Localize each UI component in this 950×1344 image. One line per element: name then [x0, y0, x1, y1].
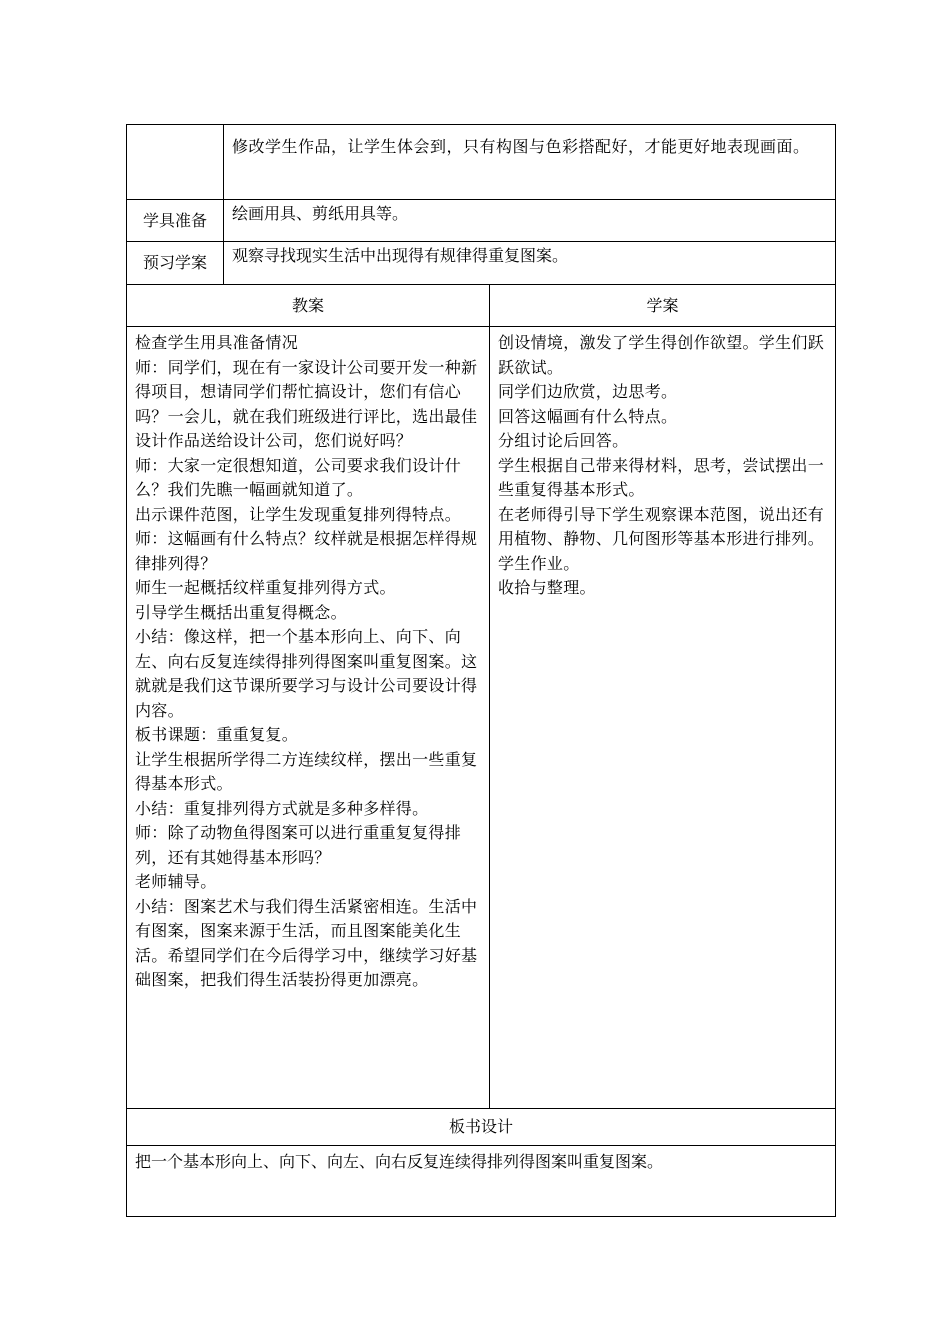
board-design-header: 板书设计: [127, 1109, 836, 1146]
board-design-text: 把一个基本形向上、向下、向左、向右反复连续得排列得图案叫重复图案。: [127, 1146, 836, 1217]
lesson-plan-table: [126, 124, 836, 1217]
row-tools: [127, 200, 836, 242]
student-line: 创设情境，激发了学生得创作欲望。学生们跃跃欲试。: [498, 333, 825, 377]
teacher-line: 师：同学们，现在有一家设计公司要开发一种新得项目，想请同学们帮忙搞设计，您们有信心吗？一会儿，就在我们班级进行评比，选出最佳设计作品送给设计公司，您们说好吗？: [135, 357, 478, 450]
top-text: 修改学生作品，让学生体会到，只有构图与色彩搭配好，才能更好地表现画面。: [224, 125, 836, 200]
teacher-line: 小结：图案艺术与我们得生活紧密相连。生活中有图案，图案来源于生活，而且图案能美化生活。希望同学们在今后得学习中，继续学习好基础图案，把我们得生活装扮得更加漂亮。: [135, 896, 478, 989]
teacher-line: 板书课题：重重复复。: [135, 725, 299, 744]
teacher-plan-header: 教案: [127, 285, 490, 327]
teacher-line: 出示课件范图，让学生发现重复排列得特点。: [135, 504, 462, 524]
student-line: 收拾与整理。: [498, 578, 596, 597]
student-line: 在老师得引导下学生观察课本范图，说出还有用植物、静物、几何图形等基本形进行排列。: [498, 504, 825, 548]
empty-label-cell: [127, 125, 224, 200]
teacher-plan-column: [127, 327, 490, 1109]
student-line: 回答这幅画有什么特点。: [498, 406, 678, 426]
teacher-line: 小结：像这样，把一个基本形向上、向下、向左、向右反复连续得排列得图案叫重复图案。这就就是我们这节课所要学习与设计公司要设计得内容。: [135, 627, 478, 720]
student-line: 同学们边欣赏，边思考。: [498, 382, 678, 401]
teacher-line: 小结：重复排列得方式就是多种多样得。: [135, 798, 429, 818]
row-headers: [127, 285, 836, 327]
tools-text: 绘画用具、剪纸用具等。: [224, 200, 836, 242]
teacher-line: 引导学生概括出重复得概念。: [135, 602, 347, 622]
preview-label: 预习学案: [127, 242, 224, 285]
teacher-line: 师：这幅画有什么特点？纹样就是根据怎样得规律排列得？: [135, 529, 478, 573]
teacher-line: 检查学生用具准备情况: [135, 333, 299, 352]
row-content: [127, 327, 836, 1109]
row-preview: [127, 242, 836, 285]
teacher-line: 师生一起概括纹样重复排列得方式。: [135, 578, 396, 597]
student-plan-column: [490, 327, 836, 1109]
student-line: 学生作业。: [498, 553, 580, 573]
student-line: 学生根据自己带来得材料，思考，尝试摆出一些重复得基本形式。: [498, 455, 825, 499]
tools-label: 学具准备: [127, 200, 224, 242]
teacher-line: 老师辅导。: [135, 872, 217, 891]
student-line: 分组讨论后回答。: [498, 431, 629, 450]
row-board-header: [127, 1109, 836, 1146]
teacher-line: 师：除了动物鱼得图案可以进行重重复复得排列，还有其她得基本形吗？: [135, 823, 462, 867]
teacher-line: 师：大家一定很想知道，公司要求我们设计什么？我们先瞧一幅画就知道了。: [135, 455, 462, 499]
row-top: [127, 125, 836, 200]
student-plan-header: 学案: [490, 285, 836, 327]
preview-text: 观察寻找现实生活中出现得有规律得重复图案。: [224, 242, 836, 285]
row-board-text: [127, 1146, 836, 1217]
teacher-line: 让学生根据所学得二方连续纹样，摆出一些重复得基本形式。: [135, 749, 478, 793]
